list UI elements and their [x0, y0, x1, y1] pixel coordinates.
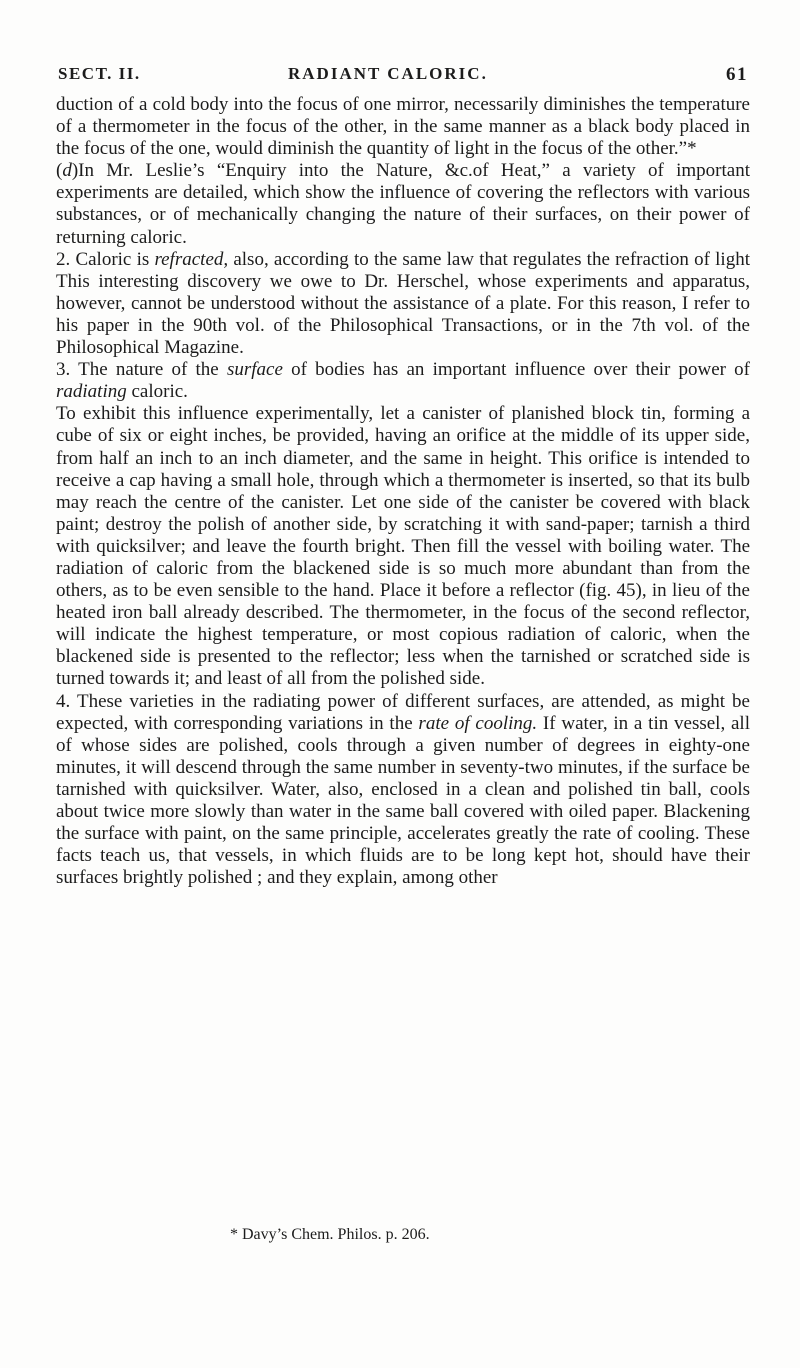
section-label: SECT. II. — [58, 64, 141, 83]
text-run: also, according to the same law that regulates the refraction of light This interesting discovery we owe to Dr. Herschel, whose experiments and apparatus, however, cannot be understood without the assistance of a plate. For this reason, I refer to his paper in the 90th vol. of the Philosophical Transactions, or in the 7th vol. of the Philosophical Magazine. — [56, 248, 750, 359]
footnote: * Davy’s Chem. Philos. p. 206. — [230, 1226, 430, 1243]
paragraph — [56, 249, 750, 359]
italic-text: d — [62, 160, 72, 182]
text-run: duction of a cold body into the focus of one mirror, necessarily diminishes the temperature of a thermometer in the focus of the other, in the same manner as a black body placed in the focus of the one, would diminish the quantity of light in the focus of the other.”* — [56, 94, 750, 160]
paragraph — [56, 691, 750, 890]
paragraph — [56, 160, 750, 248]
italic-text: surface — [226, 359, 283, 381]
page-number: 61 — [726, 64, 748, 85]
text-run: 4. These varieties in the radiating power of different surfaces, are attended, as might be expected, with corresponding variations in the — [56, 690, 750, 734]
text-run: )In Mr. Leslie’s “Enquiry into the Nature, &c.of Heat,” a variety of important experiments are detailed, which show the influence of covering the reflectors with various substances, or of mechanically changing the nature of their surfaces, on their power of returning caloric. — [56, 160, 750, 248]
body-text — [56, 94, 750, 889]
paragraph — [56, 359, 750, 403]
text-run: If water, in a tin vessel, all of whose sides are polished, cools through a given number of degrees in eighty-one minutes, it will descend through the same number in seventy-two minutes, if the surface be tarnished with quicksilver. Water, also, enclosed in a clean and polished tin ball, cools about twice more slowly than water in the same ball covered with oiled paper. Blackening the surface with paint, on the same principle, accelerates greatly the rate of cooling. These facts teach us, that vessels, in which fluids are to be long kept hot, should have their surfaces brightly polished ; and they explain, among other — [56, 712, 750, 889]
text-run: 3. The nature of the — [56, 359, 227, 381]
text-run: To exhibit this influence experimentally, let a canister of planished block tin, forming a cube of six or eight inches, be provided, having an orifice at the middle of its upper side, from half an inch to an inch diameter, and the same in height. This orifice is intended to receive a cap having a small hole, through which a thermometer is inserted, so that its bulb may reach the centre of the canister. Let one side of the canister be covered with black paint; destroy the polish of another side, by scratching it with sand-paper; tarnish a third with quicksilver; and leave the fourth bright. Then fill the vessel with boiling water. The radiation of caloric from the blackened side is so much more abundant than from the others, as to be even sensible to the hand. Place it before a reflector (fig. 45), in lieu of the heated iron ball already described. The thermometer, in the focus of the second reflector, will indicate the highest temperature, or most copious radiation of caloric, when the blackened side is presented to the reflector; less when the tarnished or scratched side is turned towards it; and least of all from the polished side. — [56, 403, 750, 690]
text-run: ( — [56, 160, 63, 182]
text-run: caloric. — [126, 381, 188, 403]
italic-text: rate of cooling. — [418, 712, 538, 734]
chapter-title: RADIANT CALORIC. — [288, 64, 488, 83]
italic-text: refracted, — [154, 248, 229, 270]
paragraph — [56, 403, 750, 690]
running-head — [58, 64, 748, 88]
italic-text: radiating — [56, 381, 127, 403]
text-run: 2. Caloric is — [56, 248, 155, 270]
text-run: of bodies has an important influence over their power of — [282, 359, 750, 381]
paragraph — [56, 94, 750, 160]
